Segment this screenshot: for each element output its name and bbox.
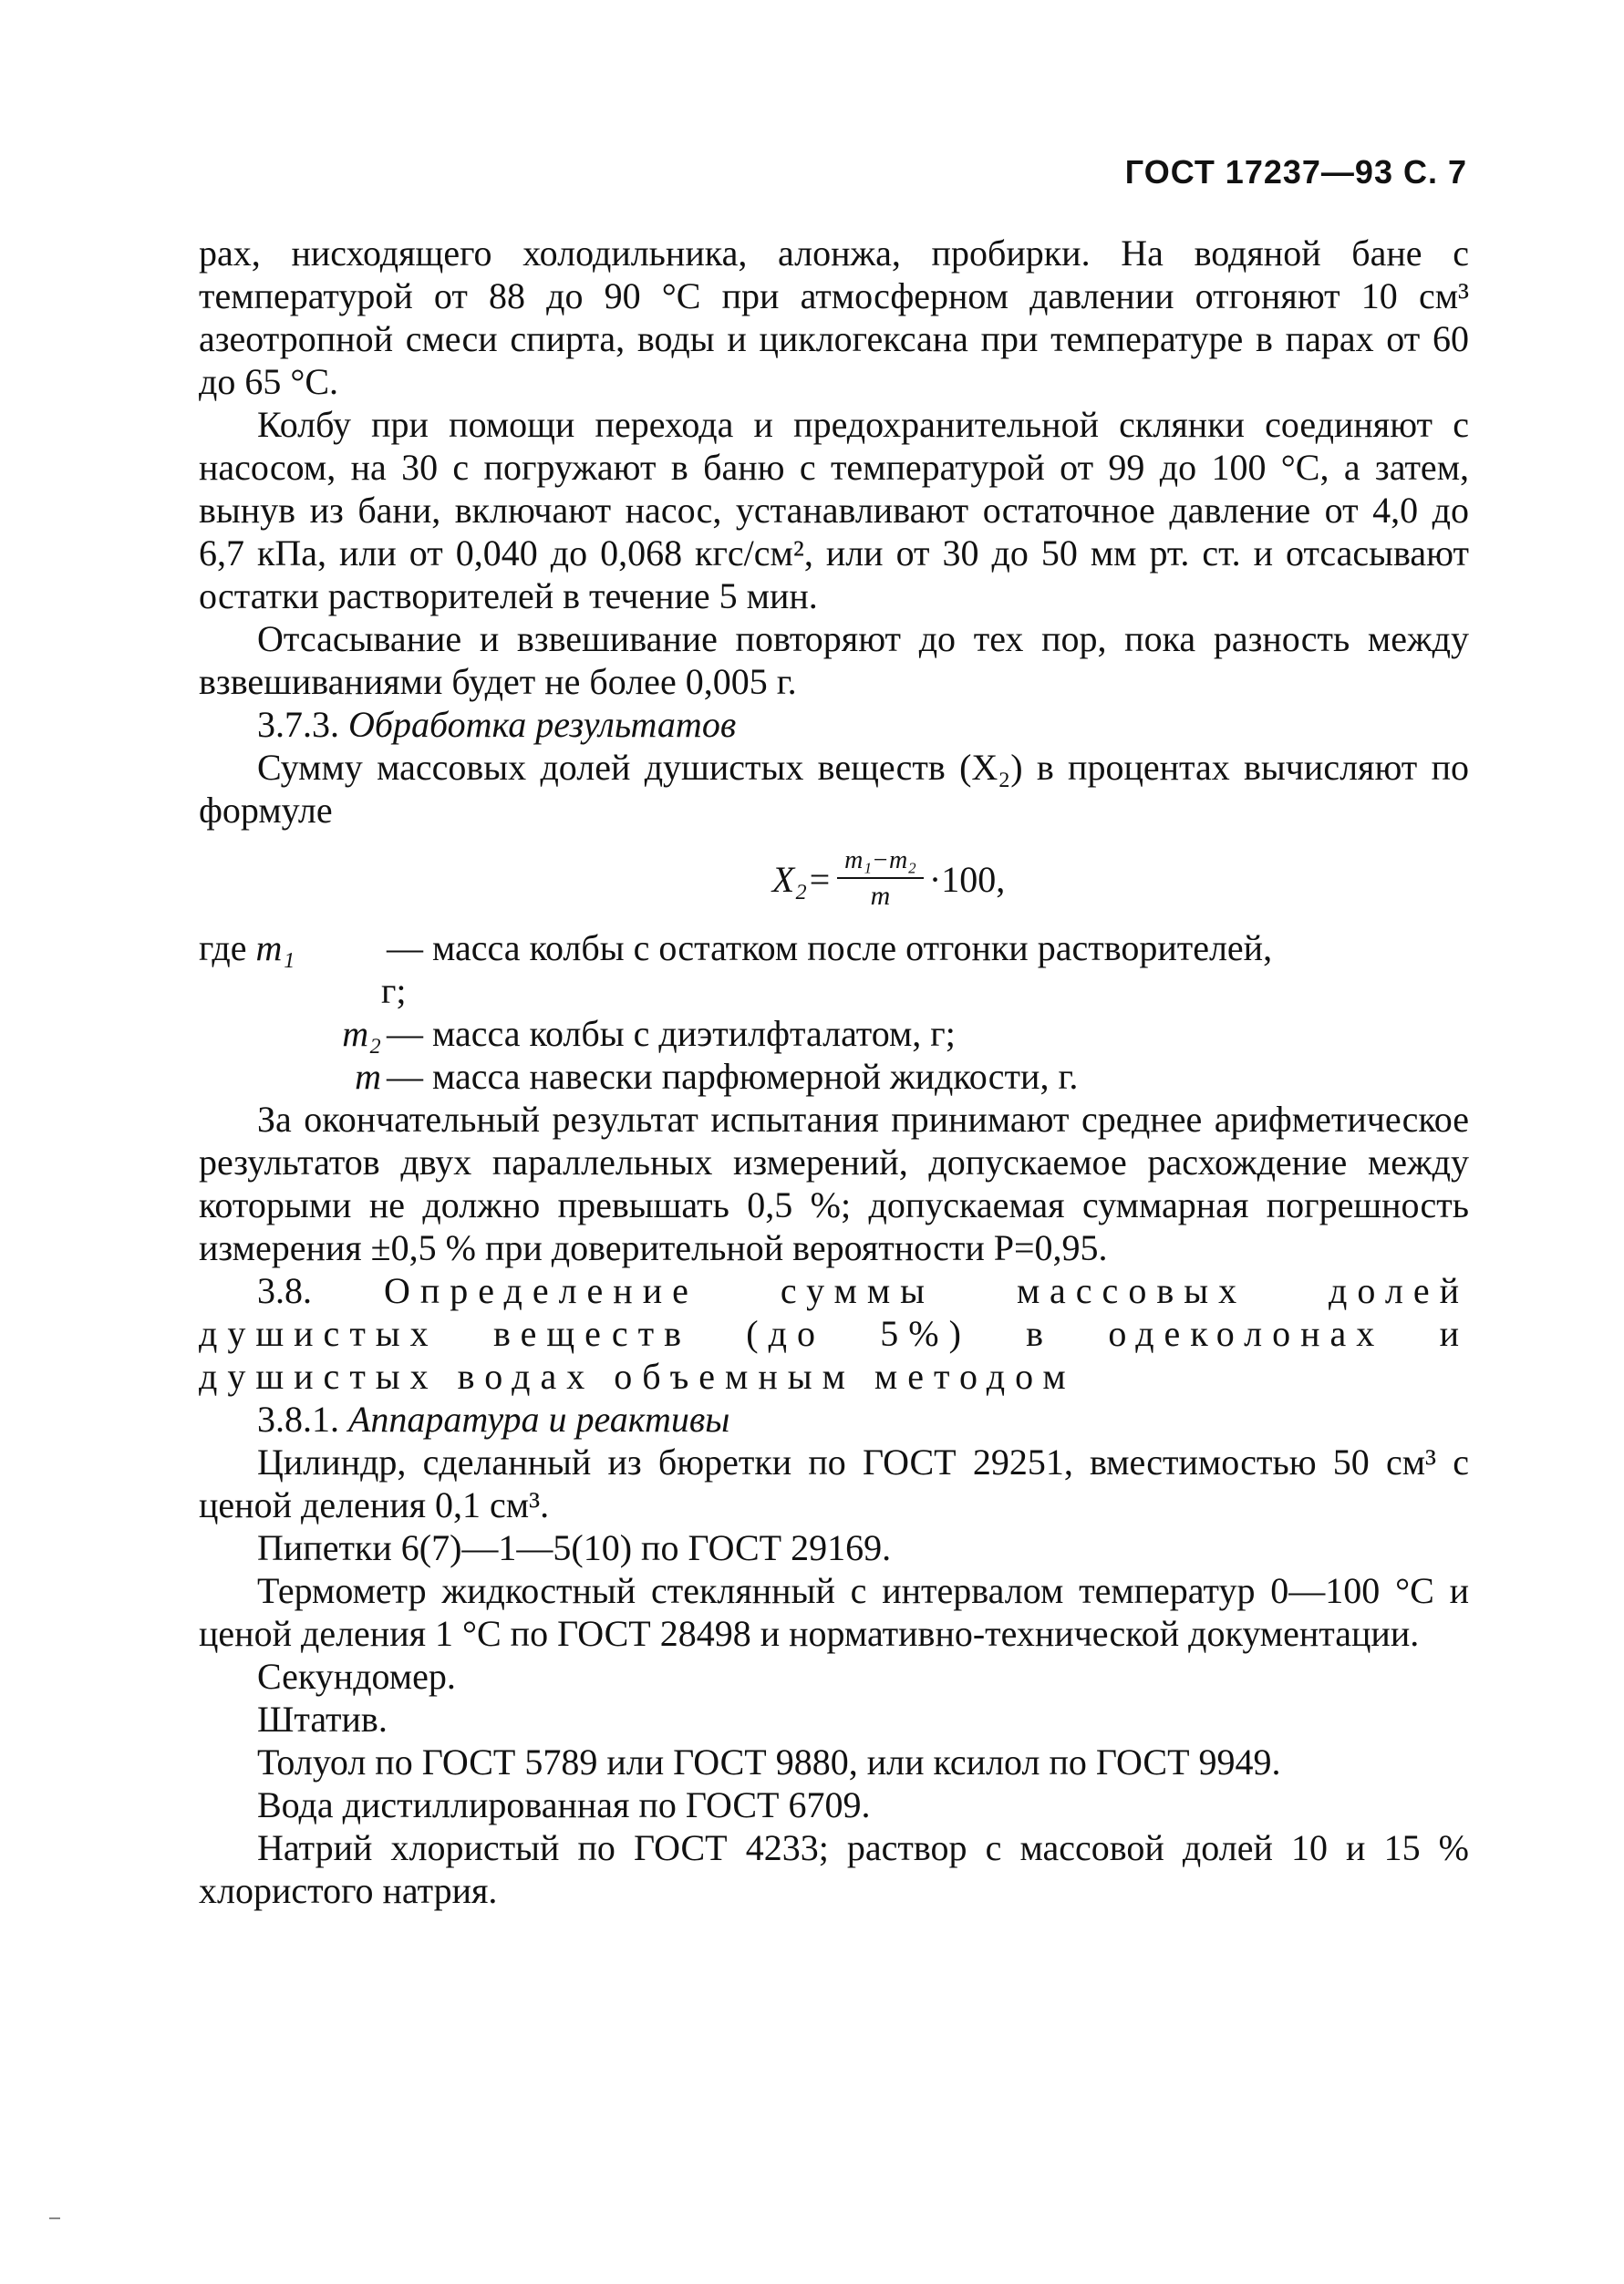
formula-rhs: ·100, <box>928 858 1006 900</box>
page-header: ГОСТ 17237—93 С. 7 <box>1124 153 1467 191</box>
list-item: Термометр жидкостный стеклянный с интервалом температур 0—100 °С и ценой деления 1 °С по ГОСТ 28498 и нормативно-технической документации. <box>199 1570 1469 1654</box>
list-item: Толуол по ГОСТ 5789 или ГОСТ 9880, или ксилол по ГОСТ 9949. <box>257 1741 1281 1783</box>
legend-definition: — масса навески парфюмерной жидкости, г. <box>387 1056 1079 1097</box>
legend-row <box>199 926 1469 969</box>
section-number: 3.8. <box>257 1270 312 1311</box>
paragraph: За окончательный результат испытания принимают среднее арифметическое результатов двух параллельных измерений, допускаемое расхождение между которыми не должно превышать 0,5 %; допускаемая суммарная погрешность измерения ±0,5 % при доверительной вероятности P=0,95. <box>199 1099 1469 1268</box>
section-title: Обработка результатов <box>348 704 737 745</box>
section-heading-3-7-3 <box>199 703 1469 746</box>
paragraph: Отсасывание и взвешивание повторяют до тех пор, пока разность между взвешиваниями будет не более 0,005 г. <box>199 618 1469 702</box>
legend-definition: — масса колбы с диэтилфталатом, г; <box>387 1013 956 1054</box>
section-number: 3.8.1. <box>257 1399 339 1440</box>
section-heading-3-8-1 <box>199 1398 1469 1441</box>
legend-symbol: m₂ <box>342 1013 381 1054</box>
section-title: Определение суммы массовых долей душистых веществ (до 5%) в одеколонах и душистых водах объемным методом <box>199 1270 1469 1397</box>
legend-row <box>199 1055 1469 1098</box>
formula-lhs: X₂= <box>771 858 833 900</box>
section-title: Аппаратура и реактивы <box>348 1399 730 1440</box>
paragraph: Сумму массовых долей душистых веществ (X₂) в процентах вычисляют по формуле <box>199 747 1469 831</box>
legend-row <box>199 1012 1469 1055</box>
section-heading-3-8 <box>199 1269 1469 1398</box>
formula-numerator: m₁−m₂ <box>837 844 924 879</box>
list-item: Вода дистиллированная по ГОСТ 6709. <box>257 1784 871 1825</box>
legend-symbol: где m₁ <box>199 927 295 968</box>
page-body <box>199 232 1469 1912</box>
scan-mark <box>49 2217 60 2219</box>
list-item: Натрий хлористый по ГОСТ 4233; раствор с массовой долей 10 и 15 % хлористого натрия. <box>199 1827 1469 1911</box>
legend-definition-continued: г; <box>381 970 407 1011</box>
formula-fraction <box>837 844 924 914</box>
list-item: Секундомер. <box>257 1656 456 1697</box>
legend-symbol: m <box>355 1056 381 1097</box>
paragraph: рах, нисходящего холодильника, алонжа, пробирки. На водяной бане с температурой от 88 до 90 °С при атмосферном давлении отгоняют 10 см³ азеотропной смеси спирта, воды и циклогексана при температуре в парах от 60 до 65 °С. <box>199 233 1469 402</box>
formula <box>308 841 1469 917</box>
list-item: Штатив. <box>257 1699 388 1740</box>
section-number: 3.7.3. <box>257 704 339 745</box>
legend-definition: — масса колбы с остатком после отгонки растворителей, <box>387 927 1273 968</box>
formula-denominator: m <box>870 881 891 911</box>
list-item: Цилиндр, сделанный из бюретки по ГОСТ 29251, вместимостью 50 см³ с ценой деления 0,1 см³. <box>199 1442 1469 1525</box>
legend-row-continued <box>199 969 1469 1012</box>
paragraph: Колбу при помощи перехода и предохранительной склянки соединяют с насосом, на 30 с погружают в баню с температурой от 99 до 100 °С, а затем, вынув из бани, включают насос, устанавливают остаточное давление от 4,0 до 6,7 кПа, или от 0,040 до 0,068 кгс/см², или от 30 до 50 мм рт. ст. и отсасывают остатки растворителей в течение 5 мин. <box>199 404 1469 616</box>
list-item: Пипетки 6(7)—1—5(10) по ГОСТ 29169. <box>257 1527 892 1568</box>
